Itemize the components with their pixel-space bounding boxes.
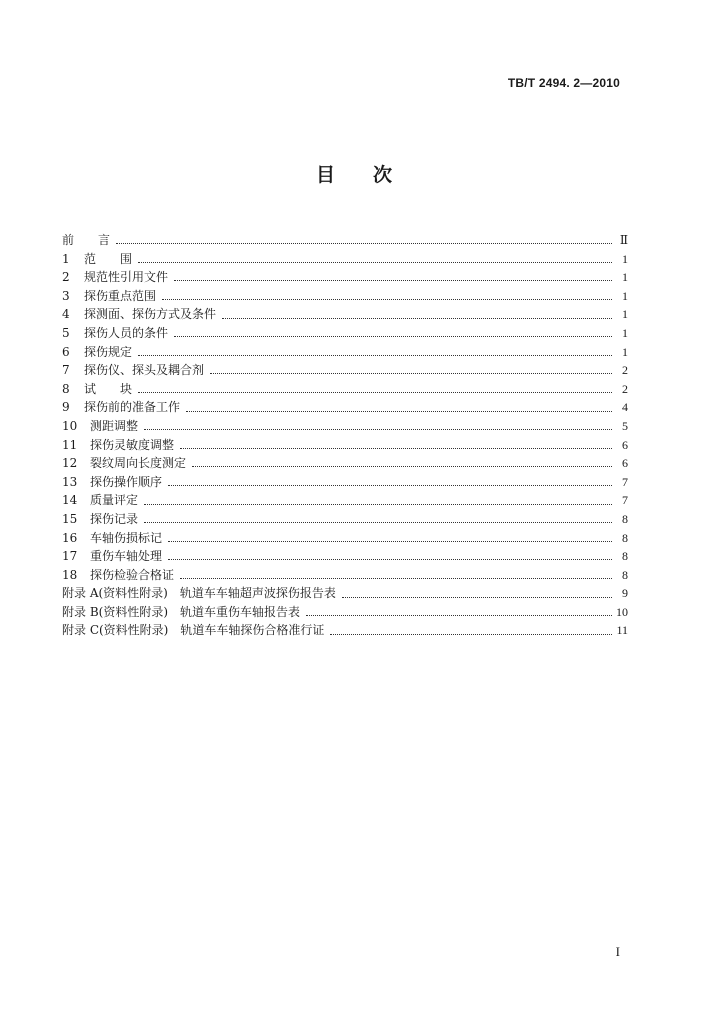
toc-entry-number: 13 [62,474,78,489]
toc-entry-number: 3 [62,288,70,303]
toc-leader-dots [222,317,612,319]
toc-entry-number: 6 [62,344,70,359]
toc-entry-number: 4 [62,307,70,322]
toc-entry-page: 1 [622,251,628,266]
toc-entry-page: 5 [622,418,628,433]
toc-entry[interactable] [62,231,628,250]
toc-entry[interactable] [62,584,628,603]
toc-entry[interactable] [62,305,628,324]
toc-entry[interactable] [62,529,628,548]
toc-leader-dots [180,447,612,449]
toc-entry[interactable] [62,287,628,306]
toc-entry-label: 附录 C(资料性附录) 轨道车车轴探伤合格准行证 [62,623,325,638]
toc-leader-dots [330,633,612,635]
toc-entry-label: 裂纹周向长度测定 [90,456,187,471]
toc-entry-number: 18 [62,567,78,582]
toc-entry-page: 7 [622,493,628,508]
toc-entry-page: Ⅱ [619,233,628,247]
toc-entry[interactable] [62,250,628,269]
toc-entry-page: 8 [622,567,628,582]
toc-leader-dots [186,410,612,412]
toc-entry[interactable] [62,398,628,417]
toc-entry-number: 12 [62,456,78,471]
toc-entry-number: 1 [62,251,70,266]
table-of-contents [62,231,628,640]
toc-entry-label: 探伤操作顺序 [90,474,163,489]
toc-entry-label: 探伤记录 [90,511,139,526]
toc-entry[interactable] [62,510,628,529]
toc-entry[interactable] [62,566,628,585]
toc-entry[interactable] [62,436,628,455]
toc-entry-page: 2 [622,363,628,378]
toc-entry-page: 6 [622,456,628,471]
toc-entry-number: 17 [62,549,78,564]
page-title: 目 次 [315,164,392,186]
toc-entry-page: 8 [622,530,628,545]
toc-entry-label: 探伤规定 [84,344,133,359]
toc-entry-label: 探伤人员的条件 [84,325,169,340]
toc-entry[interactable] [62,454,628,473]
toc-leader-dots [174,335,612,337]
toc-leader-dots [306,614,612,616]
toc-entry[interactable] [62,603,628,622]
toc-entry-page: 2 [622,381,628,396]
toc-entry-label: 探伤前的准备工作 [84,400,181,415]
toc-entry-page: 1 [622,288,628,303]
toc-entry-label: 探伤重点范围 [84,288,157,303]
toc-entry-label: 重伤车轴处理 [90,549,163,564]
toc-entry-number: 10 [62,418,78,433]
toc-leader-dots [144,521,612,523]
toc-entry-number: 2 [62,270,70,285]
toc-entry[interactable] [62,343,628,362]
toc-leader-dots [180,577,612,579]
toc-entry-label: 质量评定 [90,493,139,508]
toc-entry-label: 附录 B(资料性附录) 轨道车重伤车轴报告表 [62,604,300,619]
toc-entry-label: 探伤仪、探头及耦合剂 [84,363,205,378]
toc-entry-page: 8 [622,511,628,526]
toc-entry-page: 4 [622,400,628,415]
toc-entry-number: 5 [62,325,70,340]
toc-entry[interactable] [62,621,628,640]
toc-entry-page: 7 [622,474,628,489]
toc-entry-label: 探伤灵敏度调整 [90,437,175,452]
toc-leader-dots [144,428,612,430]
toc-entry[interactable] [62,417,628,436]
toc-leader-dots [168,540,612,542]
toc-entry-page: 10 [616,604,628,619]
toc-entry-label: 车轴伤损标记 [90,530,163,545]
page-number: I [615,944,620,959]
toc-entry[interactable] [62,361,628,380]
toc-leader-dots [138,391,612,393]
toc-leader-dots [138,261,612,263]
toc-entry-label: 规范性引用文件 [84,270,169,285]
toc-entry[interactable] [62,491,628,510]
toc-leader-dots [174,279,612,281]
toc-entry-page: 1 [622,344,628,359]
toc-entry-page: 9 [622,586,628,601]
toc-entry-number: 16 [62,530,78,545]
toc-leader-dots [168,558,612,560]
toc-entry-label: 范 围 [84,251,133,266]
toc-entry-page: 1 [622,270,628,285]
toc-leader-dots [116,242,612,244]
toc-entry-label: 测距调整 [90,418,139,433]
toc-entry-label: 探测面、探伤方式及条件 [84,307,217,322]
toc-entry-page: 6 [622,437,628,452]
toc-entry[interactable] [62,324,628,343]
toc-entry-number: 9 [62,400,70,415]
toc-entry[interactable] [62,268,628,287]
toc-entry-label: 探伤检验合格证 [90,567,175,582]
toc-entry[interactable] [62,380,628,399]
toc-leader-dots [144,503,612,505]
toc-entry-number: 8 [62,381,70,396]
toc-entry[interactable] [62,547,628,566]
toc-leader-dots [162,298,612,300]
standard-code: TB/T 2494. 2—2010 [507,76,620,90]
toc-entry-number: 14 [62,493,78,508]
toc-leader-dots [342,596,612,598]
toc-entry-page: 8 [622,549,628,564]
toc-entry-label: 前 言 [62,233,111,247]
toc-entry-page: 11 [616,623,628,638]
toc-entry-page: 1 [622,307,628,322]
toc-entry[interactable] [62,473,628,492]
toc-leader-dots [168,484,612,486]
toc-entry-number: 11 [62,437,78,452]
toc-leader-dots [192,465,612,467]
toc-leader-dots [138,354,612,356]
toc-entry-label: 试 块 [84,381,133,396]
toc-entry-page: 1 [622,325,628,340]
toc-entry-label: 附录 A(资料性附录) 轨道车车轴超声波探伤报告表 [62,586,336,601]
toc-entry-number: 7 [62,363,70,378]
toc-leader-dots [210,372,612,374]
toc-entry-number: 15 [62,511,78,526]
